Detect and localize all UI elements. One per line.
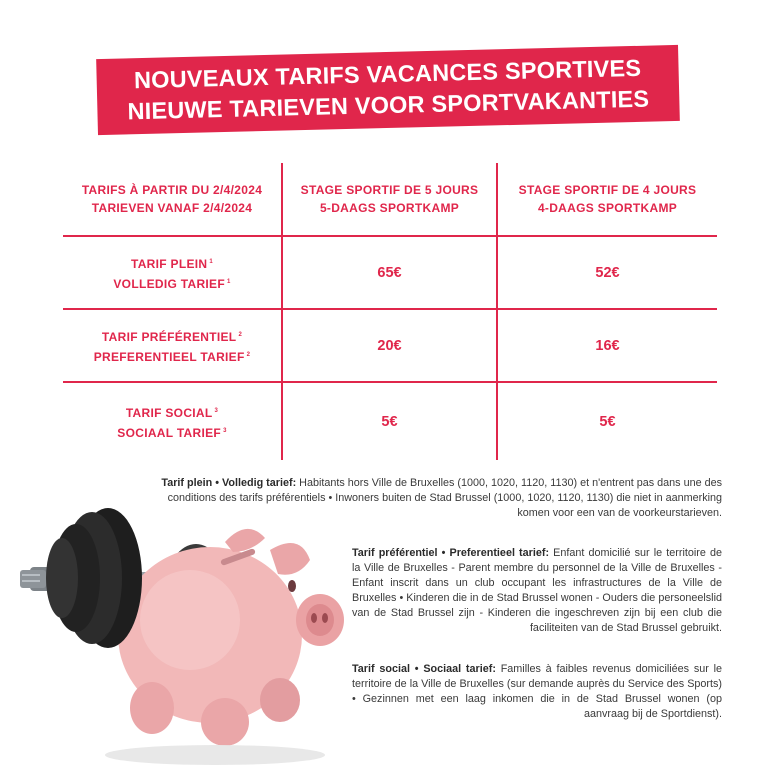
row-label-nl: PREFERENTIEEL TARIEF [93,349,245,364]
row-label-social [63,383,281,460]
footnote-marker: 1 [209,258,214,265]
note-social-title: Tarif social • Sociaal tarief: [352,663,496,675]
header-date-nl: TARIEVEN VANAF 2/4/2024 [91,201,253,215]
header-5days-nl: 5-DAAGS SPORTKAMP [319,201,460,215]
row-label-fr: TARIF PLEIN [130,256,208,271]
title-line-nl: NIEUWE TARIEVEN VOOR SPORTVAKANTIES [127,85,650,125]
title-banner-text [96,45,680,135]
header-cell-date [63,163,281,235]
footnote-marker: 2 [246,351,251,358]
header-4days-nl: 4-DAAGS SPORTKAMP [537,201,678,215]
note-social-tariff [352,662,722,722]
header-date-fr: TARIFS À PARTIR DU 2/4/2024 [81,183,263,197]
row-label-fr: TARIF SOCIAL [125,405,213,420]
note-full-title: Tarif plein • Volledig tarief: [161,477,297,489]
title-line-fr: NOUVEAUX TARIFS VACANCES SPORTIVES [133,54,642,94]
tariff-table [63,163,717,460]
row-label-nl: SOCIAAL TARIEF [117,425,222,440]
price-preferential-4days: 16€ [595,337,620,354]
price-social-5days: 5€ [381,413,398,430]
note-preferential-tariff [352,546,722,636]
price-full-5days: 65€ [377,264,402,281]
price-social-4days: 5€ [599,413,616,430]
note-preferential-title: Tarif préférentiel • Preferentieel tarief: [352,547,550,559]
note-full-tariff [158,476,722,521]
note-preferential-text: Enfant domicilié sur le territoire de la Ville de Bruxelles - Parent membre du personnel de la Ville de Bruxelles - Enfant inscrit dans un club occupant les infrastructures de la Ville de Bruxelles • Kinderen die in de Stad Brussel wonen - Ouders die personeelslid van de Stad Brussel zijn - Kinderen die ingeschreven zijn bij een club die faciliteiten van de Stad Brussel gebruikt. [352,547,722,634]
footnote-marker: 2 [238,331,243,338]
price-preferential-5days: 20€ [377,337,402,354]
note-full-text: Habitants hors Ville de Bruxelles (1000, 1020, 1120, 1130) et n'entrent pas dans une des conditions des tarifs préférentiels • Inwoners buiten de Stad Brussel (1000, 1020, 1120, 1130) die niet in aanmerking komen voor een van de voorkeurstarieven. [167,477,722,519]
row-label-full [63,237,281,308]
footnote-marker: 3 [223,427,227,434]
row-label-fr: TARIF PRÉFÉRENTIEL [101,329,237,344]
header-cell-4days [498,163,717,235]
row-label-preferential [63,310,281,381]
header-5days-fr: STAGE SPORTIF DE 5 JOURS [300,183,479,197]
note-social-text: Familles à faibles revenus domiciliées sur le territoire de la Ville de Bruxelles (sur demande auprès du Service des Sports) • Gezinnen met een laag inkomen die in de Stad Brussel wonen (op aanvraag bij de Sportdienst). [352,663,723,720]
footnote-marker: 3 [214,407,219,414]
header-cell-5days [283,163,496,235]
price-full-4days: 52€ [595,264,620,281]
row-label-nl: VOLLEDIG TARIEF [113,276,225,291]
header-4days-fr: STAGE SPORTIF DE 4 JOURS [518,183,697,197]
footnote-marker: 1 [226,278,231,285]
